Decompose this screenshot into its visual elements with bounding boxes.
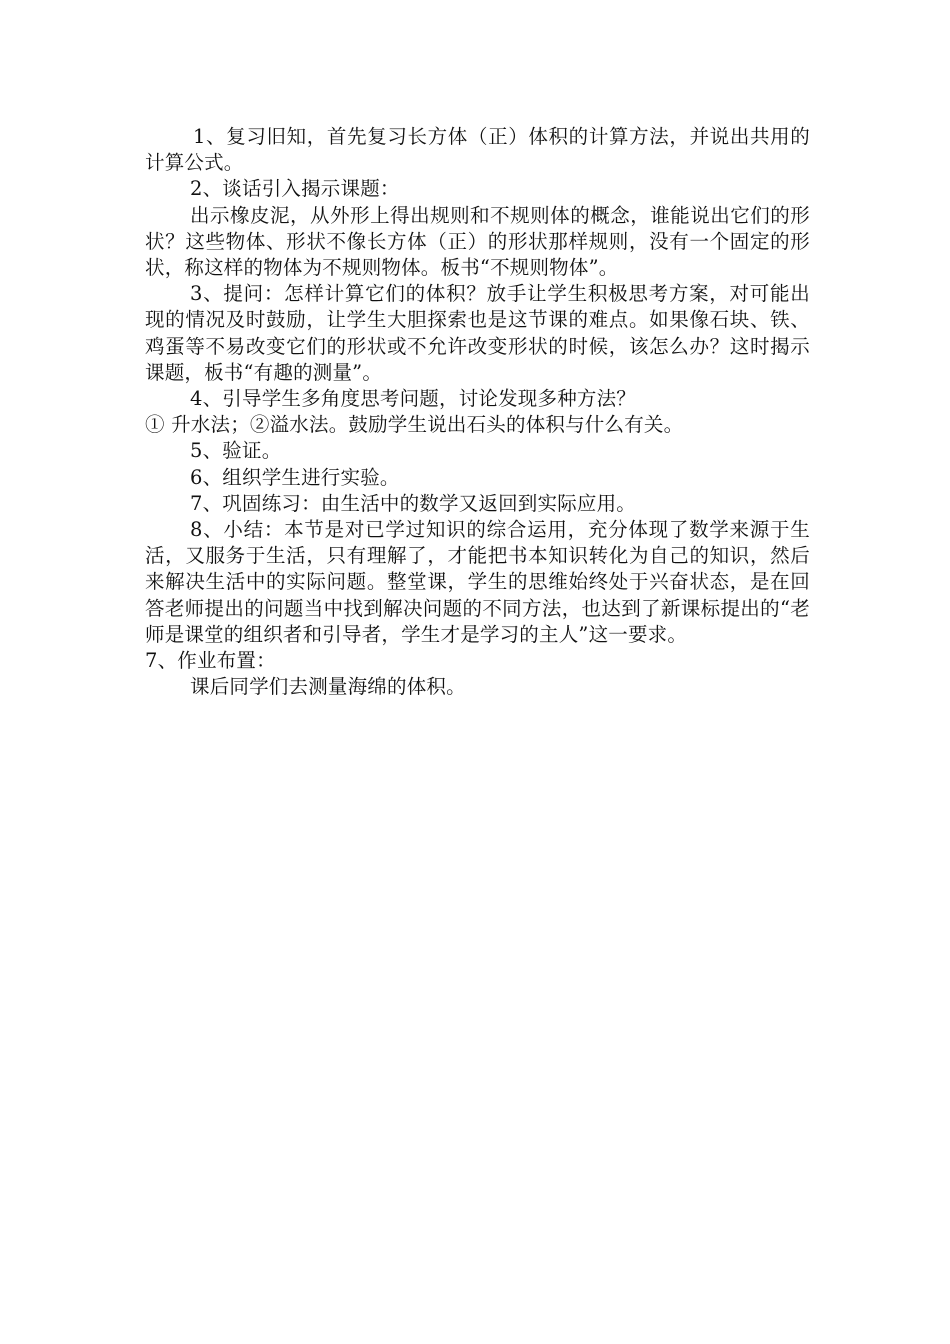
paragraph-verify: 5、验证。: [190, 439, 282, 463]
paragraph-practice: 7、巩固练习：由生活中的数学又返回到实际应用。: [190, 491, 637, 515]
paragraph-homework-heading: 7、作业布置：: [145, 649, 276, 673]
paragraph-guide: 4、引导学生多角度思考问题，讨论发现多种方法？: [190, 387, 637, 411]
paragraph-methods: ① 升水法；②溢水法。鼓励学生说出石头的体积与什么有关。: [145, 413, 684, 437]
paragraph-summary: 8、小结：本节是对已学过知识的综合运用，充分体现了数学来源于生活，又服务于生活，只有理解了，才能把书本知识转化为自己的知识，然后来解决生活中的实际问题。整堂课，学生的思维始终处于兴奋状态，是在回答老师提出的问题当中找到解决问题的不同方法，也达到了新课标提出的“老师是课堂的组织者和引导者，学生才是学习的主人”这一要求。: [145, 518, 810, 646]
paragraph-homework-body: 课后同学们去测量海绵的体积。: [190, 675, 466, 699]
paragraph-intro-body: 出示橡皮泥，从外形上得出规则和不规则体的概念，谁能说出它们的形状？这些物体、形状不像长方体（正）的形状那样规则，没有一个固定的形状，称这样的物体为不规则物体。板书“不规则物体”。: [145, 203, 810, 280]
paragraph-intro-heading: 2、谈话引入揭示课题：: [190, 177, 400, 201]
paragraph-experiment: 6、组织学生进行实验。: [190, 465, 400, 489]
document-body: [145, 124, 810, 700]
paragraph-review: 1、复习旧知，首先复习长方体（正）体积的计算方法，并说出共用的计算公式。: [145, 125, 810, 175]
paragraph-question: 3、提问：怎样计算它们的体积？放手让学生积极思考方案，对可能出现的情况及时鼓励，让学生大胆探索也是这节课的难点。如果像石块、铁、鸡蛋等不易改变它们的形状或不允许改变形状的时候，该怎么办？这时揭示课题，板书“有趣的测量”。: [145, 282, 810, 384]
